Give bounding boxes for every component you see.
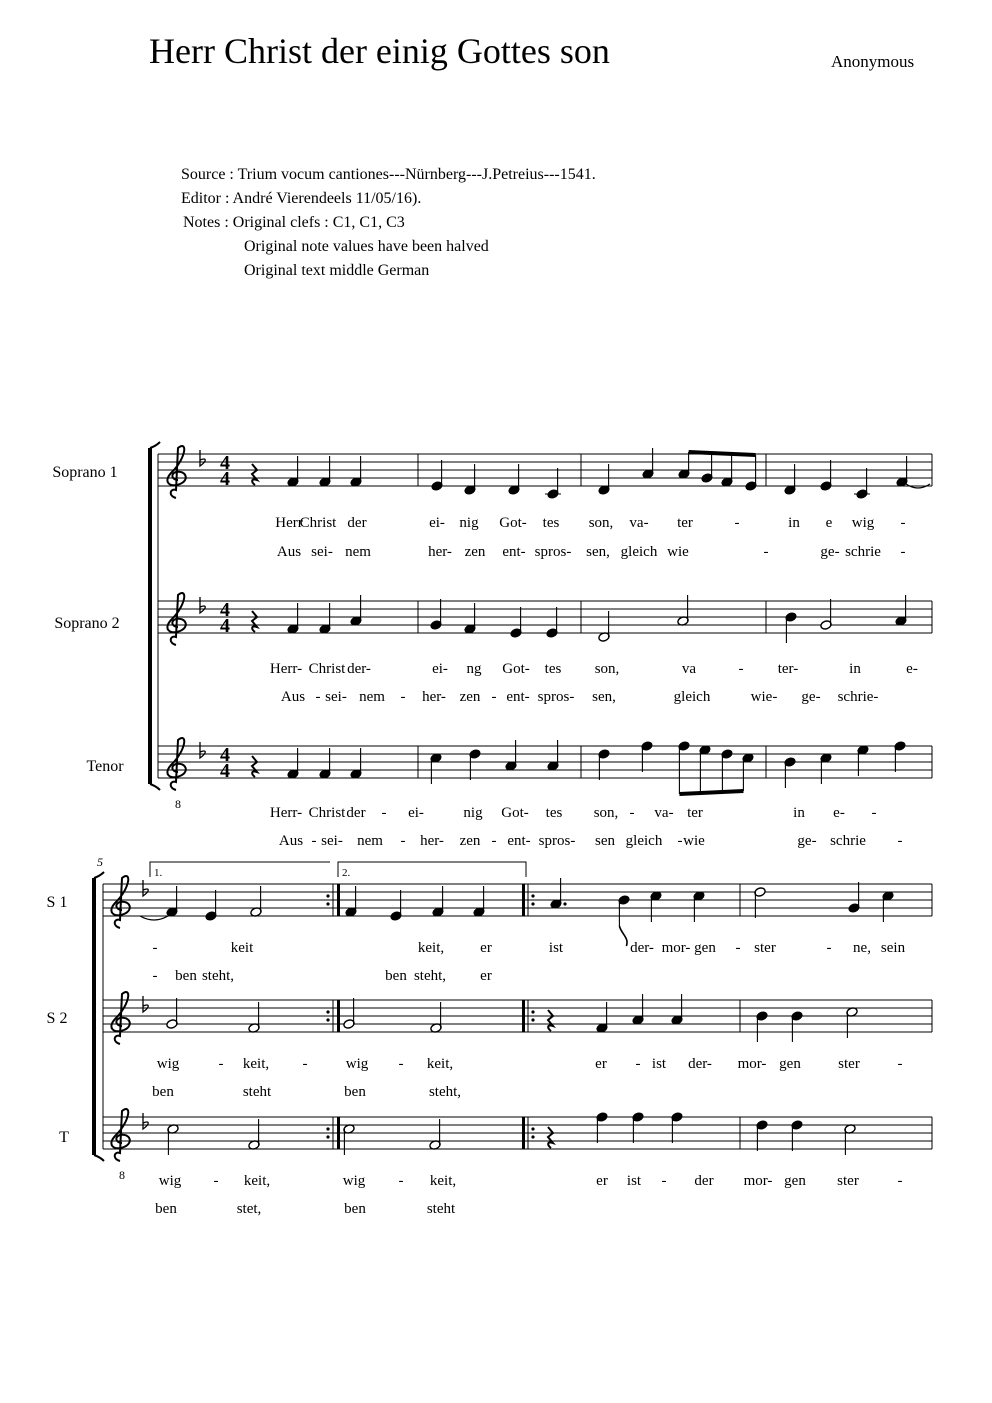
- lyric-s1-verse2: sen,: [586, 544, 610, 560]
- lyric-s2-verse2: Aus: [280, 689, 306, 705]
- flat-sign-icon: [143, 996, 148, 1012]
- lyric-s2-verse2: nem: [359, 689, 385, 705]
- lyric-s1-verse1: va-: [629, 515, 649, 531]
- lyric-s2-verse1: ist: [651, 1056, 667, 1072]
- lyric-s2-verse2: zen: [459, 689, 481, 705]
- lyric-s1-verse1: er: [480, 940, 492, 956]
- lyric-s2-verse1: gen: [779, 1056, 801, 1072]
- lyric-tenor-verse1: -: [398, 1173, 404, 1189]
- lyric-s1-verse2: ben: [385, 968, 407, 984]
- repeat-dot: [326, 1135, 329, 1138]
- lyric-s1-verse1: gen: [694, 940, 716, 956]
- lyric-tenor-verse1: -: [661, 1173, 667, 1189]
- lyric-tenor-verse2: steht: [426, 1201, 456, 1217]
- volta-bracket-second: [338, 862, 526, 877]
- lyric-s2-verse1: -: [635, 1056, 641, 1072]
- lyric-tenor-verse2: schrie: [830, 833, 866, 849]
- time-signature-top: 4: [220, 452, 230, 474]
- flat-sign-icon: [200, 597, 205, 613]
- lyric-s1-verse2: er: [480, 968, 492, 984]
- notes-line: Notes : Original clefs : C1, C1, C3: [183, 214, 405, 231]
- lyric-s2-verse1: mor-: [737, 1056, 767, 1072]
- lyric-s2-verse1: -: [897, 1056, 903, 1072]
- lyric-tenor-verse1: Christ: [308, 805, 346, 821]
- note-values-line: Original note values have been halved: [244, 238, 489, 255]
- lyric-s1-verse2: her-: [428, 544, 452, 560]
- lyric-tenor-verse2: gleich: [625, 833, 663, 849]
- lyric-s1-verse1: wig: [851, 515, 875, 531]
- lyric-tenor-verse1: ei-: [408, 805, 424, 821]
- lyric-tenor-verse1: e-: [833, 805, 845, 821]
- lyric-tenor-verse1: keit,: [243, 1173, 271, 1189]
- tie: [140, 916, 168, 920]
- lyric-s1-verse1: ne,: [853, 940, 871, 956]
- lyric-s1-verse1: Got-: [499, 515, 527, 531]
- lyric-s1-verse1: der: [347, 515, 367, 531]
- thick-barline: [522, 884, 525, 916]
- source-line: Source : Trium vocum cantiones---Nürnberg---J.Petreius---1541.: [181, 166, 596, 183]
- lyric-s2-verse1: in: [849, 661, 861, 677]
- lyric-tenor-verse2: nem: [357, 833, 383, 849]
- repeat-dot: [531, 1010, 534, 1013]
- flat-sign-icon: [200, 450, 205, 466]
- repeat-dot: [326, 1018, 329, 1021]
- lyric-s1-verse1: -: [900, 515, 906, 531]
- quarter-rest-icon: [252, 464, 257, 485]
- system-bracket: [92, 878, 96, 1155]
- lyric-tenor-verse2: sen: [595, 833, 615, 849]
- repeat-dot: [326, 1010, 329, 1013]
- lyric-s2-verse1: wig: [345, 1056, 369, 1072]
- part-name-tenor: Tenor: [86, 758, 124, 775]
- lyric-s2-verse1: keit,: [242, 1056, 270, 1072]
- lyric-tenor-verse2: -: [400, 833, 406, 849]
- lyric-tenor-verse2: stet,: [236, 1201, 262, 1217]
- lyric-s2-verse1: der-: [688, 1056, 712, 1072]
- clef-octave-mark: 8: [119, 1168, 125, 1182]
- lyric-s2-verse2: ent-: [506, 689, 530, 705]
- lyric-s1-verse1: keit,: [417, 940, 445, 956]
- thick-barline: [337, 1117, 340, 1149]
- eighth-flag-icon: [619, 926, 627, 946]
- lyric-s1-verse1: ter: [677, 515, 693, 531]
- lyric-s2-verse1: -: [302, 1056, 308, 1072]
- repeat-dot: [326, 902, 329, 905]
- lyric-s2-verse1: wig: [156, 1056, 180, 1072]
- lyric-tenor-verse1: ter: [687, 805, 703, 821]
- lyric-s2-verse2: sei-: [325, 689, 347, 705]
- lyric-tenor-verse2: zen: [459, 833, 481, 849]
- lyric-s2-verse1: e-: [906, 661, 918, 677]
- lyric-s2-verse1: ster: [838, 1056, 860, 1072]
- composer-name: Anonymous: [831, 52, 915, 71]
- system-bracket: [148, 448, 152, 784]
- augmentation-dot: [563, 902, 566, 905]
- lyric-tenor-verse1: nig: [463, 805, 483, 821]
- volta-label-second: 2.: [342, 867, 351, 879]
- repeat-dot: [326, 1127, 329, 1130]
- lyric-tenor-verse1: Herr-: [269, 805, 303, 821]
- flat-sign-icon: [143, 880, 148, 896]
- lyric-s2-verse1: er: [595, 1056, 607, 1072]
- lyric-tenor-verse1: wig: [342, 1173, 366, 1189]
- original-text-line: Original text middle German: [244, 262, 430, 279]
- lyric-s1-verse2: -: [763, 544, 769, 560]
- part-name-soprano-1: Soprano 1: [52, 464, 118, 481]
- lyric-tenor-verse1: keit,: [429, 1173, 457, 1189]
- lyric-s2-verse1: tes: [544, 661, 562, 677]
- lyric-tenor-verse1: Got-: [501, 805, 529, 821]
- lyric-tenor-verse2: sei-: [321, 833, 343, 849]
- lyric-s2-verse2: -: [315, 689, 321, 705]
- thick-barline: [337, 884, 340, 916]
- lyric-s1-verse2: -: [152, 968, 158, 984]
- part-label-s1: S 1: [46, 894, 68, 911]
- quarter-rest-icon: [548, 1010, 553, 1031]
- lyric-s1-verse2: zen: [464, 544, 486, 560]
- lyric-s2-verse1: -: [398, 1056, 404, 1072]
- bracket-hook: [94, 1155, 104, 1161]
- lyric-s1-verse2: steht,: [201, 968, 235, 984]
- repeat-dot: [531, 902, 534, 905]
- lyric-s1-verse2: Aus: [276, 544, 302, 560]
- lyric-s1-verse1: tes: [542, 515, 560, 531]
- time-signature-bottom: 4: [220, 468, 230, 490]
- lyric-s2-verse1: Herr-: [269, 661, 303, 677]
- lyric-tenor-verse1: son,: [593, 805, 619, 821]
- lyric-tenor-verse1: er: [596, 1173, 608, 1189]
- lyric-tenor-verse1: in: [793, 805, 805, 821]
- lyric-s1-verse1: -: [826, 940, 832, 956]
- lyric-s1-verse2: sei-: [311, 544, 333, 560]
- lyric-s2-verse2: ben: [344, 1084, 366, 1100]
- time-signature-bottom: 4: [220, 760, 230, 782]
- lyric-s1-verse1: son,: [588, 515, 614, 531]
- thick-barline: [522, 1000, 525, 1032]
- editor-line: Editor : André Vierendeels 11/05/16).: [181, 190, 422, 207]
- lyric-s2-verse2: steht,: [428, 1084, 462, 1100]
- lyric-tenor-verse1: der: [346, 805, 366, 821]
- lyric-tenor-verse1: mor-: [743, 1173, 773, 1189]
- lyric-s1-verse1: ist: [548, 940, 564, 956]
- lyric-s1-verse2: ben: [175, 968, 197, 984]
- note-beam: [679, 791, 743, 794]
- lyric-tenor-verse2: -: [311, 833, 317, 849]
- lyric-s1-verse1: der-: [630, 940, 654, 956]
- lyric-s2-verse1: -: [738, 661, 744, 677]
- flat-sign-icon: [143, 1113, 148, 1129]
- volta-bracket-first: [150, 862, 330, 877]
- lyric-s1-verse1: Herr: [275, 515, 303, 531]
- lyric-s1-verse1: sein: [880, 940, 906, 956]
- lyric-tenor-verse1: -: [629, 805, 635, 821]
- lyric-s2-verse2: sen,: [592, 689, 616, 705]
- lyric-s2-verse2: steht: [242, 1084, 272, 1100]
- lyric-s2-verse1: ter-: [777, 661, 799, 677]
- lyric-s2-verse2: wie-: [750, 689, 778, 705]
- lyric-s2-verse2: gleich: [673, 689, 711, 705]
- lyric-s1-verse1: ei-: [429, 515, 445, 531]
- lyric-s2-verse2: ge-: [801, 689, 821, 705]
- time-signature-bottom: 4: [220, 615, 230, 637]
- measure-number: 5: [97, 855, 103, 869]
- lyric-tenor-verse1: ist: [626, 1173, 642, 1189]
- lyric-tenor-verse2: -: [677, 833, 683, 849]
- bracket-hook: [150, 784, 160, 790]
- lyric-s1-verse1: e: [825, 515, 833, 531]
- score-title: Herr Christ der einig Gottes son: [149, 31, 610, 71]
- lyric-s2-verse2: ben: [152, 1084, 174, 1100]
- lyric-s2-verse1: Christ: [308, 661, 346, 677]
- lyric-tenor-verse1: -: [213, 1173, 219, 1189]
- lyric-tenor-verse2: wie: [683, 833, 705, 849]
- bracket-hook: [94, 872, 104, 878]
- lyric-s2-verse1: Got-: [502, 661, 530, 677]
- thick-barline: [522, 1117, 525, 1149]
- lyric-s2-verse2: schrie-: [837, 689, 879, 705]
- lyric-s2-verse1: ei-: [432, 661, 448, 677]
- lyric-s1-verse1: in: [788, 515, 800, 531]
- lyric-tenor-verse1: va-: [654, 805, 674, 821]
- lyric-s1-verse1: -: [734, 515, 740, 531]
- lyric-tenor-verse1: tes: [545, 805, 563, 821]
- lyric-s1-verse1: mor-: [661, 940, 691, 956]
- lyric-s1-verse1: nig: [459, 515, 479, 531]
- note-beam: [689, 452, 756, 455]
- lyric-tenor-verse2: ben: [155, 1201, 177, 1217]
- lyric-tenor-verse1: -: [871, 805, 877, 821]
- repeat-dot: [531, 1018, 534, 1021]
- lyric-s2-verse1: der-: [347, 661, 371, 677]
- lyric-tenor-verse1: wig: [158, 1173, 182, 1189]
- lyric-s2-verse2: her-: [422, 689, 446, 705]
- lyric-s1-verse1: ster: [754, 940, 776, 956]
- part-label-t: T: [59, 1129, 69, 1146]
- lyric-s2-verse1: va: [681, 661, 697, 677]
- lyric-s1-verse2: ent-: [502, 544, 526, 560]
- lyric-tenor-verse2: -: [897, 833, 903, 849]
- lyric-tenor-verse2: ent-: [507, 833, 531, 849]
- lyric-s1-verse1: Christ: [299, 515, 337, 531]
- lyric-tenor-verse2: -: [491, 833, 497, 849]
- lyric-s2-verse2: -: [491, 689, 497, 705]
- part-name-soprano-2: Soprano 2: [54, 615, 120, 632]
- flat-sign-icon: [200, 742, 205, 758]
- lyric-tenor-verse2: Aus: [278, 833, 304, 849]
- time-signature-top: 4: [220, 599, 230, 621]
- lyric-tenor-verse1: -: [381, 805, 387, 821]
- lyric-s1-verse2: steht,: [413, 968, 447, 984]
- lyric-tenor-verse1: ster: [837, 1173, 859, 1189]
- lyric-s1-verse1: -: [152, 940, 158, 956]
- part-label-s2: S 2: [46, 1010, 68, 1027]
- lyric-s1-verse2: schrie: [845, 544, 881, 560]
- lyric-s1-verse2: spros-: [534, 544, 572, 560]
- lyric-tenor-verse2: ben: [344, 1201, 366, 1217]
- lyric-s2-verse1: keit,: [426, 1056, 454, 1072]
- lyric-s1-verse2: wie: [667, 544, 689, 560]
- lyric-s2-verse2: spros-: [537, 689, 575, 705]
- thick-barline: [337, 1000, 340, 1032]
- lyric-tenor-verse2: her-: [420, 833, 444, 849]
- lyric-s2-verse1: -: [218, 1056, 224, 1072]
- bracket-hook: [150, 442, 160, 448]
- lyric-s2-verse1: ng: [466, 661, 482, 677]
- lyric-s1-verse1: keit: [230, 940, 254, 956]
- time-signature-top: 4: [220, 744, 230, 766]
- lyric-tenor-verse1: gen: [784, 1173, 806, 1189]
- repeat-dot: [326, 894, 329, 897]
- lyric-tenor-verse1: -: [897, 1173, 903, 1189]
- repeat-dot: [531, 894, 534, 897]
- lyric-s2-verse1: son,: [594, 661, 620, 677]
- quarter-rest-icon: [252, 611, 257, 632]
- repeat-dot: [531, 1127, 534, 1130]
- lyric-s1-verse2: ge-: [820, 544, 840, 560]
- quarter-rest-icon: [252, 756, 257, 777]
- lyric-tenor-verse2: spros-: [538, 833, 576, 849]
- lyric-s1-verse1: -: [735, 940, 741, 956]
- volta-label-first: 1.: [154, 867, 163, 879]
- lyric-s2-verse2: -: [400, 689, 406, 705]
- lyric-s1-verse2: gleich: [620, 544, 658, 560]
- lyric-tenor-verse1: der: [694, 1173, 714, 1189]
- quarter-rest-icon: [548, 1127, 553, 1148]
- repeat-dot: [531, 1135, 534, 1138]
- lyric-s1-verse2: -: [900, 544, 906, 560]
- lyric-s1-verse2: nem: [345, 544, 371, 560]
- lyric-tenor-verse2: ge-: [797, 833, 817, 849]
- clef-octave-mark: 8: [175, 797, 181, 811]
